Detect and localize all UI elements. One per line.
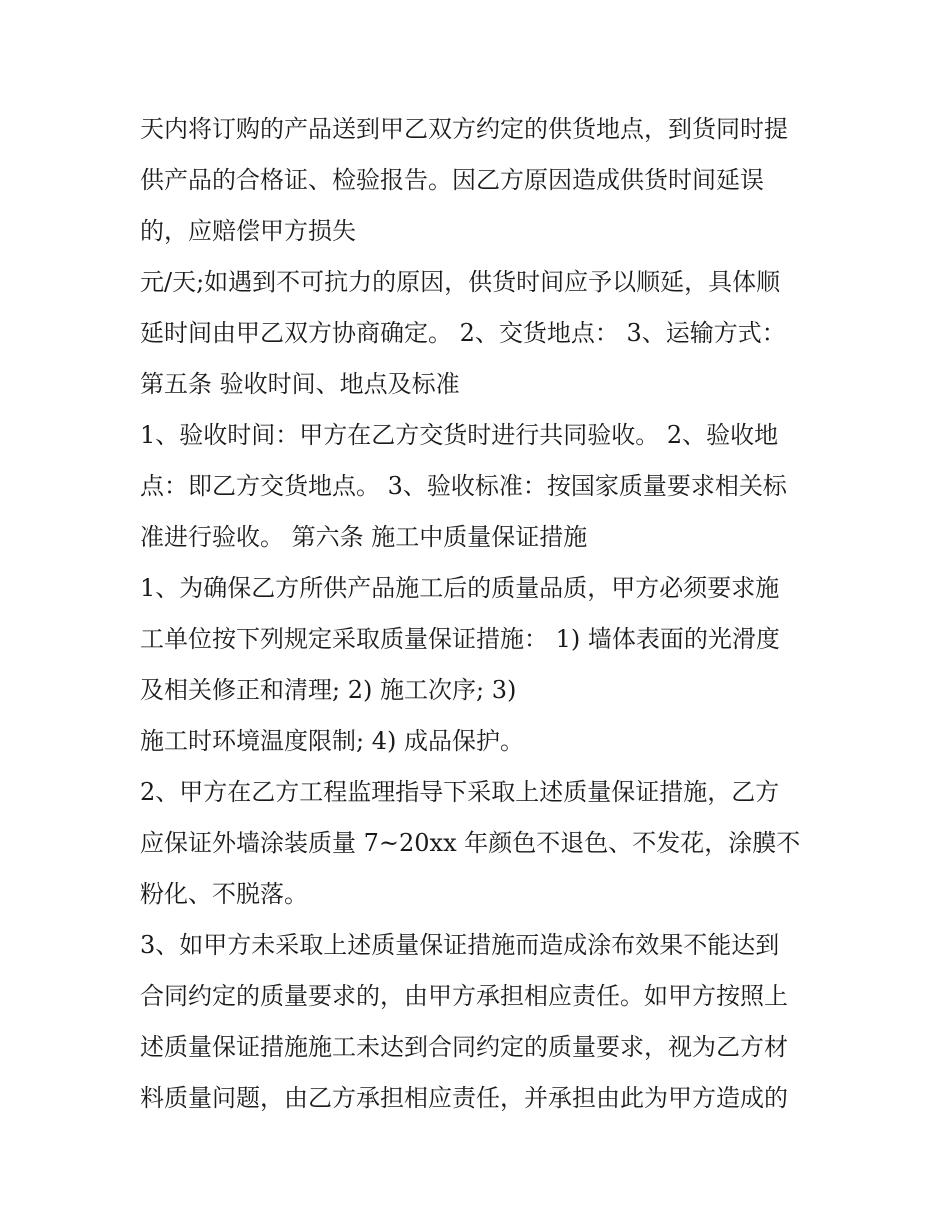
- contract-body-text: [140, 104, 820, 1124]
- text-line-3: 的，应赔偿甲方损失: [140, 217, 356, 245]
- text-line-4: 元/天;如遇到不可抗力的原因，供货时间应予以顺延，具体顺: [140, 268, 781, 296]
- text-line-11: 工单位按下列规定采取质量保证措施： 1) 墙体表面的光滑度: [140, 625, 780, 653]
- text-line-2: 供产品的合格证、检验报告。因乙方原因造成供货时间延误: [140, 166, 764, 194]
- text-line-18: 合同约定的质量要求的，由甲方承担相应责任。如甲方按照上: [140, 982, 788, 1010]
- section-heading-article-5: 第五条 验收时间、地点及标准: [140, 370, 460, 398]
- text-line-8: 点：即乙方交货地点。 3、验收标准：按国家质量要求相关标: [140, 472, 787, 500]
- text-line-5: 延时间由甲乙双方协商确定。 2、交货地点： 3、运输方式：: [140, 319, 786, 347]
- text-line-15: 应保证外墙涂装质量 7~20xx 年颜色不退色、不发花，涂膜不: [140, 829, 801, 857]
- text-line-17: 3、如甲方未采取上述质量保证措施而造成涂布效果不能达到: [140, 931, 780, 959]
- text-line-10: 1、为确保乙方所供产品施工后的质量品质，甲方必须要求施: [140, 574, 780, 602]
- text-line-7: 1、验收时间：甲方在乙方交货时进行共同验收。 2、验收地: [140, 421, 779, 449]
- text-line-1: 天内将订购的产品送到甲乙双方约定的供货地点，到货同时提: [140, 115, 788, 143]
- text-line-12: 及相关修正和清理; 2) 施工次序; 3): [140, 676, 517, 704]
- text-line-16: 粉化、不脱落。: [140, 880, 308, 908]
- text-line-19: 述质量保证措施施工未达到合同约定的质量要求，视为乙方材: [140, 1033, 788, 1061]
- text-line-9: 准进行验收。 第六条 施工中质量保证措施: [140, 523, 588, 551]
- text-line-20: 料质量问题，由乙方承担相应责任，并承担由此为甲方造成的: [140, 1084, 788, 1112]
- text-line-13: 施工时环境温度限制; 4) 成品保护。: [140, 727, 524, 755]
- text-line-14: 2、甲方在乙方工程监理指导下采取上述质量保证措施，乙方: [140, 778, 780, 806]
